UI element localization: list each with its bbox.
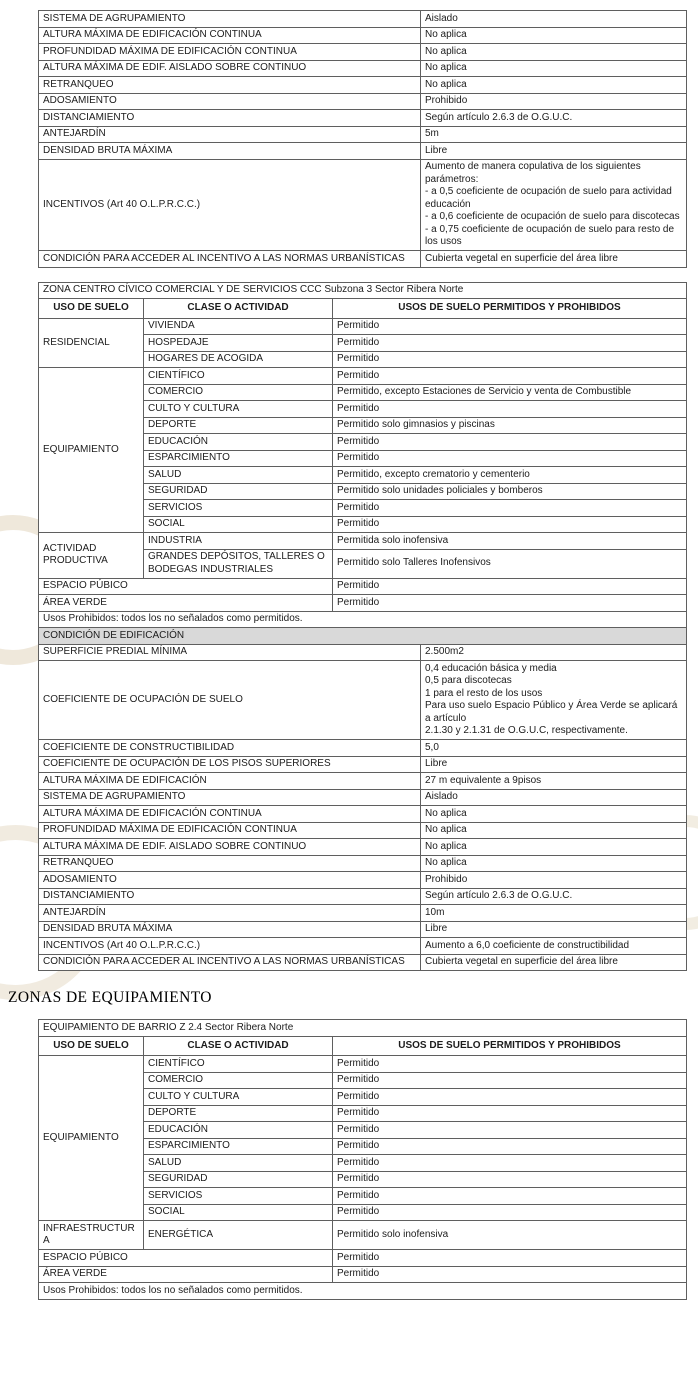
- clase-cell: GRANDES DEPÓSITOS, TALLERES O BODEGAS INDUSTRIALES: [144, 549, 333, 578]
- table-row: [39, 44, 687, 61]
- table-row: [39, 872, 687, 889]
- clase-cell: COMERCIO: [144, 384, 333, 401]
- row-value: [421, 143, 687, 160]
- uso-value-cell: Permitido: [333, 318, 687, 335]
- row-label: PROFUNDIDAD MÁXIMA DE EDIFICACIÓN CONTINUA: [39, 822, 421, 839]
- clase-cell: CULTO Y CULTURA: [144, 1089, 333, 1106]
- table-row: [39, 954, 687, 971]
- table-row: [39, 628, 687, 645]
- value-line: - a 0,75 coeficiente de ocupación de suelo para resto de los usos: [425, 223, 675, 247]
- row-value: [421, 822, 687, 839]
- uso-value-cell: Permitido: [333, 1250, 687, 1267]
- clase-cell: COMERCIO: [144, 1072, 333, 1089]
- row-label: ALTURA MÁXIMA DE EDIFICACIÓN CONTINUA: [39, 27, 421, 44]
- value-line: Para uso suelo Espacio Público y Área Verde se aplicará a artículo: [425, 700, 678, 724]
- column-header-usos-permitidos: USOS DE SUELO PERMITIDOS Y PROHIBIDOS: [333, 299, 687, 319]
- uso-value-cell: Permitido: [333, 1072, 687, 1089]
- row-value: [421, 938, 687, 955]
- table-row: [39, 740, 687, 757]
- uso-value-cell: Permitido: [333, 1266, 687, 1283]
- clase-cell: INDUSTRIA: [144, 533, 333, 550]
- row-label: ALTURA MÁXIMA DE EDIF. AISLADO SOBRE CONTINUO: [39, 839, 421, 856]
- uso-value-cell: Permitido: [333, 368, 687, 385]
- value-line: No aplica: [425, 78, 467, 90]
- clase-cell: CIENTÍFICO: [144, 1056, 333, 1073]
- uso-value-cell: Permitida solo inofensiva: [333, 533, 687, 550]
- value-line: Aislado: [425, 12, 458, 24]
- uso-value-cell: Permitido: [333, 401, 687, 418]
- value-line: No aplica: [425, 62, 467, 73]
- table-row: [39, 533, 687, 550]
- row-label: ÁREA VERDE: [39, 1266, 333, 1283]
- value-line: 1 para el resto de los usos: [425, 687, 543, 699]
- clase-cell: SALUD: [144, 1155, 333, 1172]
- row-value: [421, 740, 687, 757]
- row-value: [421, 644, 687, 661]
- row-value: [421, 905, 687, 922]
- prohibited-note: Usos Prohibidos: todos los no señalados como permitidos.: [39, 1283, 687, 1300]
- use-group-cell: RESIDENCIAL: [39, 318, 144, 368]
- value-line: - a 0,5 coeficiente de ocupación de suelo para actividad educación: [425, 186, 672, 210]
- uso-value-cell: Permitido: [333, 1171, 687, 1188]
- table-row: [39, 806, 687, 823]
- row-label: ADOSAMIENTO: [39, 93, 421, 110]
- row-label: ESPACIO PÚBICO: [39, 578, 333, 595]
- row-value: [421, 872, 687, 889]
- table-row: [39, 159, 687, 251]
- row-label: COEFICIENTE DE CONSTRUCTIBILIDAD: [39, 740, 421, 757]
- uso-value-cell: Permitido: [333, 500, 687, 517]
- use-group-cell: ACTIVIDAD PRODUCTIVA: [39, 533, 144, 579]
- column-header-clase-actividad: CLASE O ACTIVIDAD: [144, 1036, 333, 1056]
- row-label: ANTEJARDÍN: [39, 126, 421, 143]
- table-row: [39, 126, 687, 143]
- building-norms-table-continued: [38, 10, 687, 268]
- table-row: [39, 756, 687, 773]
- table-row: [39, 905, 687, 922]
- clase-cell: SOCIAL: [144, 516, 333, 533]
- clase-cell: SEGURIDAD: [144, 483, 333, 500]
- clase-cell: EDUCACIÓN: [144, 434, 333, 451]
- row-label: INCENTIVOS (Art 40 O.L.P.R.C.C.): [39, 938, 421, 955]
- equipamiento-barrio-table: [38, 1019, 687, 1300]
- row-value: [421, 77, 687, 94]
- row-value: [421, 44, 687, 61]
- value-line: Libre: [425, 758, 448, 769]
- uso-value-cell: Permitido: [333, 450, 687, 467]
- row-label: DISTANCIAMIENTO: [39, 888, 421, 905]
- row-label: COEFICIENTE DE OCUPACIÓN DE LOS PISOS SUPERIORES: [39, 756, 421, 773]
- table-row: [39, 644, 687, 661]
- clase-cell: HOSPEDAJE: [144, 335, 333, 352]
- row-label: DENSIDAD BRUTA MÁXIMA: [39, 143, 421, 160]
- table-row: [39, 27, 687, 44]
- uso-value-cell: Permitido solo inofensiva: [333, 1221, 687, 1250]
- value-line: Prohibido: [425, 95, 468, 106]
- value-line: Cubierta vegetal en superficie del área libre: [425, 252, 618, 264]
- table-row: [39, 938, 687, 955]
- uso-value-cell: Permitido: [333, 1089, 687, 1106]
- row-label: DISTANCIAMIENTO: [39, 110, 421, 127]
- table-row: [39, 318, 687, 335]
- table-row: [39, 661, 687, 740]
- value-line: Libre: [425, 144, 448, 156]
- table-row: [39, 855, 687, 872]
- value-line: 5m: [425, 128, 439, 139]
- row-value: [421, 661, 687, 740]
- row-value: [421, 93, 687, 110]
- clase-cell: SERVICIOS: [144, 500, 333, 517]
- value-line: 5,0: [425, 741, 439, 753]
- table-row: [39, 60, 687, 77]
- table-row: [39, 773, 687, 790]
- uso-value-cell: Permitido: [333, 434, 687, 451]
- uso-value-cell: Permitido: [333, 1105, 687, 1122]
- row-value: [421, 110, 687, 127]
- row-label: ESPACIO PÚBICO: [39, 1250, 333, 1267]
- value-line: Según artículo 2.6.3 de O.G.U.C.: [425, 890, 573, 901]
- clase-cell: DEPORTE: [144, 1105, 333, 1122]
- value-line: 27 m equivalente a 9pisos: [425, 774, 542, 786]
- value-line: Según artículo 2.6.3 de O.G.U.C.: [425, 111, 573, 123]
- value-line: 10m: [425, 906, 445, 918]
- table-row: [39, 1250, 687, 1267]
- table-row: [39, 611, 687, 628]
- value-line: 0,5 para discotecas: [425, 675, 512, 686]
- table-row: [39, 11, 687, 28]
- row-label: RETRANQUEO: [39, 855, 421, 872]
- uso-value-cell: Permitido: [333, 351, 687, 368]
- row-value: [421, 251, 687, 268]
- table-header-row: [39, 1036, 687, 1056]
- value-line: No aplica: [425, 807, 467, 819]
- row-label: ANTEJARDÍN: [39, 905, 421, 922]
- uso-value-cell: Permitido: [333, 595, 687, 612]
- row-value: [421, 839, 687, 856]
- row-label: PROFUNDIDAD MÁXIMA DE EDIFICACIÓN CONTINUA: [39, 44, 421, 61]
- table-row: [39, 1056, 687, 1073]
- table-row: [39, 93, 687, 110]
- clase-cell: DEPORTE: [144, 417, 333, 434]
- uso-value-cell: Permitido, excepto crematorio y cementerio: [333, 467, 687, 484]
- uso-value-cell: Permitido: [333, 335, 687, 352]
- uso-value-cell: Permitido: [333, 1056, 687, 1073]
- row-label: CONDICIÓN PARA ACCEDER AL INCENTIVO A LAS NORMAS URBANÍSTICAS: [39, 251, 421, 268]
- value-line: Aumento de manera copulativa de los siguientes parámetros:: [425, 161, 641, 185]
- row-value: [421, 27, 687, 44]
- clase-cell: SALUD: [144, 467, 333, 484]
- uso-value-cell: Permitido: [333, 1188, 687, 1205]
- row-value: [421, 921, 687, 938]
- row-label: COEFICIENTE DE OCUPACIÓN DE SUELO: [39, 661, 421, 740]
- row-value: [421, 60, 687, 77]
- use-group-cell: EQUIPAMIENTO: [39, 368, 144, 533]
- value-line: 2.500m2: [425, 646, 464, 657]
- use-group-cell: EQUIPAMIENTO: [39, 1056, 144, 1221]
- row-value: [421, 954, 687, 971]
- row-label: RETRANQUEO: [39, 77, 421, 94]
- uso-value-cell: Permitido solo unidades policiales y bomberos: [333, 483, 687, 500]
- table-row: [39, 789, 687, 806]
- table-row: [39, 110, 687, 127]
- row-label: DENSIDAD BRUTA MÁXIMA: [39, 921, 421, 938]
- clase-cell: SEGURIDAD: [144, 1171, 333, 1188]
- table-row: [39, 595, 687, 612]
- table-row: [39, 839, 687, 856]
- clase-cell: ESPARCIMIENTO: [144, 1138, 333, 1155]
- table-title: ZONA CENTRO CÍVICO COMERCIAL Y DE SERVICIOS CCC Subzona 3 Sector Ribera Norte: [39, 282, 687, 299]
- row-label: INCENTIVOS (Art 40 O.L.P.R.C.C.): [39, 159, 421, 251]
- row-label: ADOSAMIENTO: [39, 872, 421, 889]
- uso-value-cell: Permitido solo Talleres Inofensivos: [333, 549, 687, 578]
- table-row: [39, 888, 687, 905]
- clase-cell: SOCIAL: [144, 1204, 333, 1221]
- value-line: 0,4 educación básica y media: [425, 662, 557, 674]
- value-line: No aplica: [425, 857, 467, 868]
- table-row: [39, 251, 687, 268]
- row-value: [421, 773, 687, 790]
- row-value: [421, 159, 687, 251]
- prohibited-note: Usos Prohibidos: todos los no señalados como permitidos.: [39, 611, 687, 628]
- uso-value-cell: Permitido: [333, 1204, 687, 1221]
- row-value: [421, 888, 687, 905]
- value-line: - a 0,6 coeficiente de ocupación de suelo para discotecas: [425, 211, 680, 222]
- column-header-usos-permitidos: USOS DE SUELO PERMITIDOS Y PROHIBIDOS: [333, 1036, 687, 1056]
- value-line: Aumento a 6,0 coeficiente de constructibilidad: [425, 939, 630, 951]
- row-label: SISTEMA DE AGRUPAMIENTO: [39, 11, 421, 28]
- clase-cell: ESPARCIMIENTO: [144, 450, 333, 467]
- column-header-uso-de-suelo: USO DE SUELO: [39, 1036, 144, 1056]
- table-title-row: [39, 282, 687, 299]
- clase-cell: CULTO Y CULTURA: [144, 401, 333, 418]
- column-header-uso-de-suelo: USO DE SUELO: [39, 299, 144, 319]
- row-label: ALTURA MÁXIMA DE EDIF. AISLADO SOBRE CONTINUO: [39, 60, 421, 77]
- value-line: Cubierta vegetal en superficie del área libre: [425, 956, 618, 967]
- uso-value-cell: Permitido: [333, 1122, 687, 1139]
- row-value: [421, 855, 687, 872]
- table-header-row: [39, 299, 687, 319]
- table-row: [39, 578, 687, 595]
- uso-value-cell: Permitido: [333, 578, 687, 595]
- uso-value-cell: Permitido solo gimnasios y piscinas: [333, 417, 687, 434]
- row-value: [421, 11, 687, 28]
- row-value: [421, 789, 687, 806]
- section-heading: ZONAS DE EQUIPAMIENTO: [8, 989, 212, 1006]
- clase-cell: HOGARES DE ACOGIDA: [144, 351, 333, 368]
- value-line: Aislado: [425, 791, 458, 802]
- table-row: [39, 1266, 687, 1283]
- row-value: [421, 126, 687, 143]
- table-row: [39, 368, 687, 385]
- uso-value-cell: Permitido: [333, 516, 687, 533]
- uso-value-cell: Permitido: [333, 1155, 687, 1172]
- row-label: ALTURA MÁXIMA DE EDIFICACIÓN CONTINUA: [39, 806, 421, 823]
- uso-value-cell: Permitido: [333, 1138, 687, 1155]
- clase-cell: EDUCACIÓN: [144, 1122, 333, 1139]
- clase-cell: CIENTÍFICO: [144, 368, 333, 385]
- row-label: SUPERFICIE PREDIAL MÍNIMA: [39, 644, 421, 661]
- table-row: [39, 921, 687, 938]
- table-row: [39, 1283, 687, 1300]
- row-label: ALTURA MÁXIMA DE EDIFICACIÓN: [39, 773, 421, 790]
- table-row: [39, 822, 687, 839]
- table-title-row: [39, 1020, 687, 1037]
- value-line: 2.1.30 y 2.1.31 de O.G.U.C, respectivamente.: [425, 725, 628, 736]
- table-row: [39, 143, 687, 160]
- clase-cell: VIVIENDA: [144, 318, 333, 335]
- value-line: No aplica: [425, 29, 467, 40]
- use-group-cell: INFRAESTRUCTURA: [39, 1221, 144, 1250]
- row-label: ÁREA VERDE: [39, 595, 333, 612]
- clase-cell: ENERGÉTICA: [144, 1221, 333, 1250]
- row-value: [421, 806, 687, 823]
- value-line: No aplica: [425, 824, 467, 835]
- value-line: Prohibido: [425, 873, 468, 885]
- table-row: [39, 77, 687, 94]
- value-line: No aplica: [425, 45, 467, 57]
- value-line: Libre: [425, 923, 448, 934]
- row-label: CONDICIÓN PARA ACCEDER AL INCENTIVO A LAS NORMAS URBANÍSTICAS: [39, 954, 421, 971]
- column-header-clase-actividad: CLASE O ACTIVIDAD: [144, 299, 333, 319]
- row-value: [421, 756, 687, 773]
- table-row: [39, 1221, 687, 1250]
- uso-value-cell: Permitido, excepto Estaciones de Servicio y venta de Combustible: [333, 384, 687, 401]
- table-title: EQUIPAMIENTO DE BARRIO Z 2.4 Sector Ribera Norte: [39, 1020, 687, 1037]
- clase-cell: SERVICIOS: [144, 1188, 333, 1205]
- value-line: No aplica: [425, 840, 467, 852]
- zone-ccc-subzona3-table: [38, 282, 687, 972]
- row-label: SISTEMA DE AGRUPAMIENTO: [39, 789, 421, 806]
- condition-section-header: CONDICIÓN DE EDIFICACIÓN: [39, 628, 687, 645]
